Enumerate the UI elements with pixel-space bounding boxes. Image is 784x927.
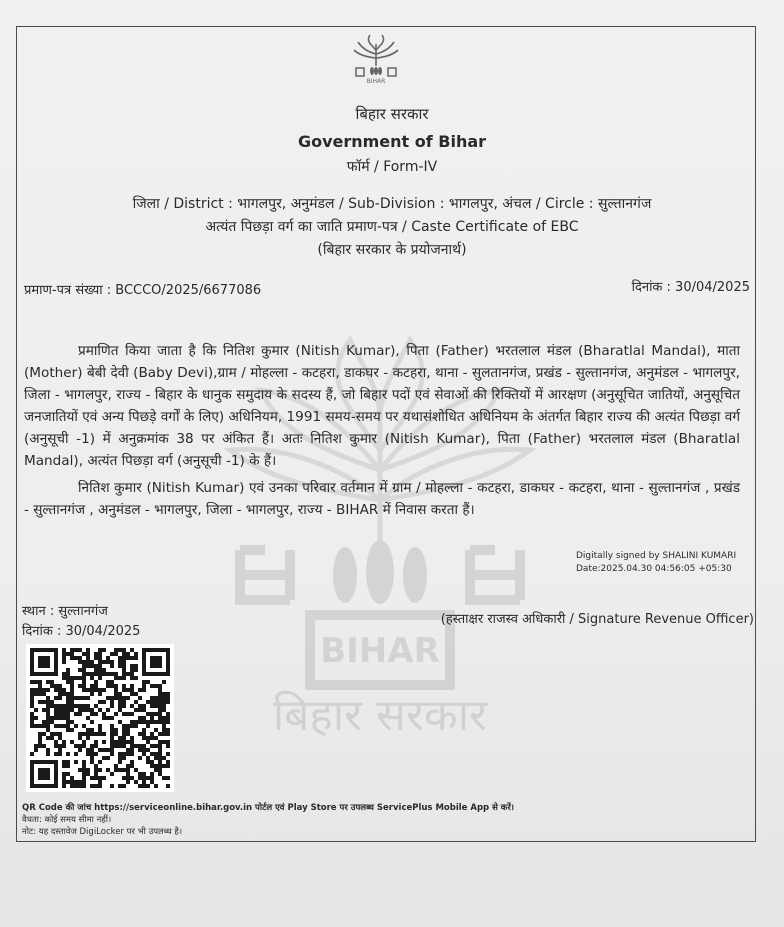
state-name-english: Government of Bihar [297, 132, 487, 151]
state-name-hindi: बिहार सरकार [355, 105, 429, 123]
issue-date: दिनांक : 30/04/2025 [631, 280, 750, 295]
qr-code-icon[interactable] [26, 644, 174, 792]
digital-signature-name: Digitally signed by SHALINI KUMARI [576, 551, 737, 561]
certificate-paragraph-2: नितिश कुमार (Nitish Kumar) एवं उनका परिवार वर्तमान में ग्राम / मोहल्ला - कटहरा, डाकघर - कटहरा, थाना - सुल्तानगंज , प्रखंड - सुल्तानगंज , अनुमंडल - भागलपुर, जिला - भागलपुर, राज्य - BIHAR में निवास करता हैं। [24, 480, 740, 518]
form-number: फॉर्म / Form-IV [346, 159, 438, 175]
qr-verification-note: QR Code की जांच https://serviceonline.bihar.gov.in पोर्टल एवं Play Store पर उपलब्ध ServicePlus Mobile App से करें। [22, 803, 515, 813]
bihar-emblem-icon [350, 32, 402, 84]
location-line: जिला / District : भागलपुर, अनुमंडल / Sub-Division : भागलपुर, अंचल / Circle : सुल्तानगंज [132, 196, 652, 212]
purpose-note: (बिहार सरकार के प्रयोजनार्थ) [317, 242, 467, 258]
certificate-title: अत्यंत पिछड़ा वर्ग का जाति प्रमाण-पत्र / Caste Certificate of EBC [205, 219, 579, 235]
signature-officer: (हस्ताक्षर राजस्व अधिकारी / Signature Revenue Officer) [440, 612, 754, 627]
emblem-text: BIHAR [366, 78, 386, 84]
digital-signature-date: Date:2025.04.30 04:56:05 +05:30 [576, 564, 732, 574]
watermark-seal-text: BIHAR [320, 631, 440, 671]
digilocker-note: नोट: यह दस्तावेज DigiLocker पर भी उपलब्ध है। [22, 827, 183, 837]
validity-note: वैधता: कोई समय सीमा नहीं। [22, 815, 112, 825]
certificate-number: प्रमाण-पत्र संख्या : BCCCO/2025/6677086 [24, 283, 262, 298]
certificate-paragraph-1: प्रमाणित किया जाता है कि नितिश कुमार (Nitish Kumar), पिता (Father) भरतलाल मंडल (Bharatlal Mandal), माता (Mother) बेबी देवी (Baby Devi),ग्राम / मोहल्ला - कटहरा, डाकघर - कटहरा, थाना - सुलतानगंज, प्रखंड - सुल्तानगंज, अनुमंडल - भागलपुर, जिला - भागलपुर, राज्य - बिहार के धानुक समुदाय के सदस्य हैं, जो बिहार पदों एवं सेवाओं की रिक्तियों में आरक्षण (अनुसूचित जातियों, अनुसूचित जनजातियों एवं अन्य पिछड़े वर्गों के लिए) अधिनियम, 1991 समय-समय पर यथासंशोधित अधिनियम के अंतर्गत बिहार राज्य की अत्यंत पिछड़ा वर्ग (अनुसूची -1) में अनुक्रमांक 38 पर अंकित हैं। अतः नितिश कुमार (Nitish Kumar), पिता (Father) भरतलाल मंडल (Bharatlal Mandal), अत्यंत पिछड़ा वर्ग (अनुसूची -1) के हैं। [24, 343, 740, 469]
sign-date-label: दिनांक : 30/04/2025 [22, 624, 141, 639]
place-label: स्थान : सुल्तानगंज [22, 604, 108, 619]
watermark-state-text: बिहार सरकार [272, 690, 488, 740]
